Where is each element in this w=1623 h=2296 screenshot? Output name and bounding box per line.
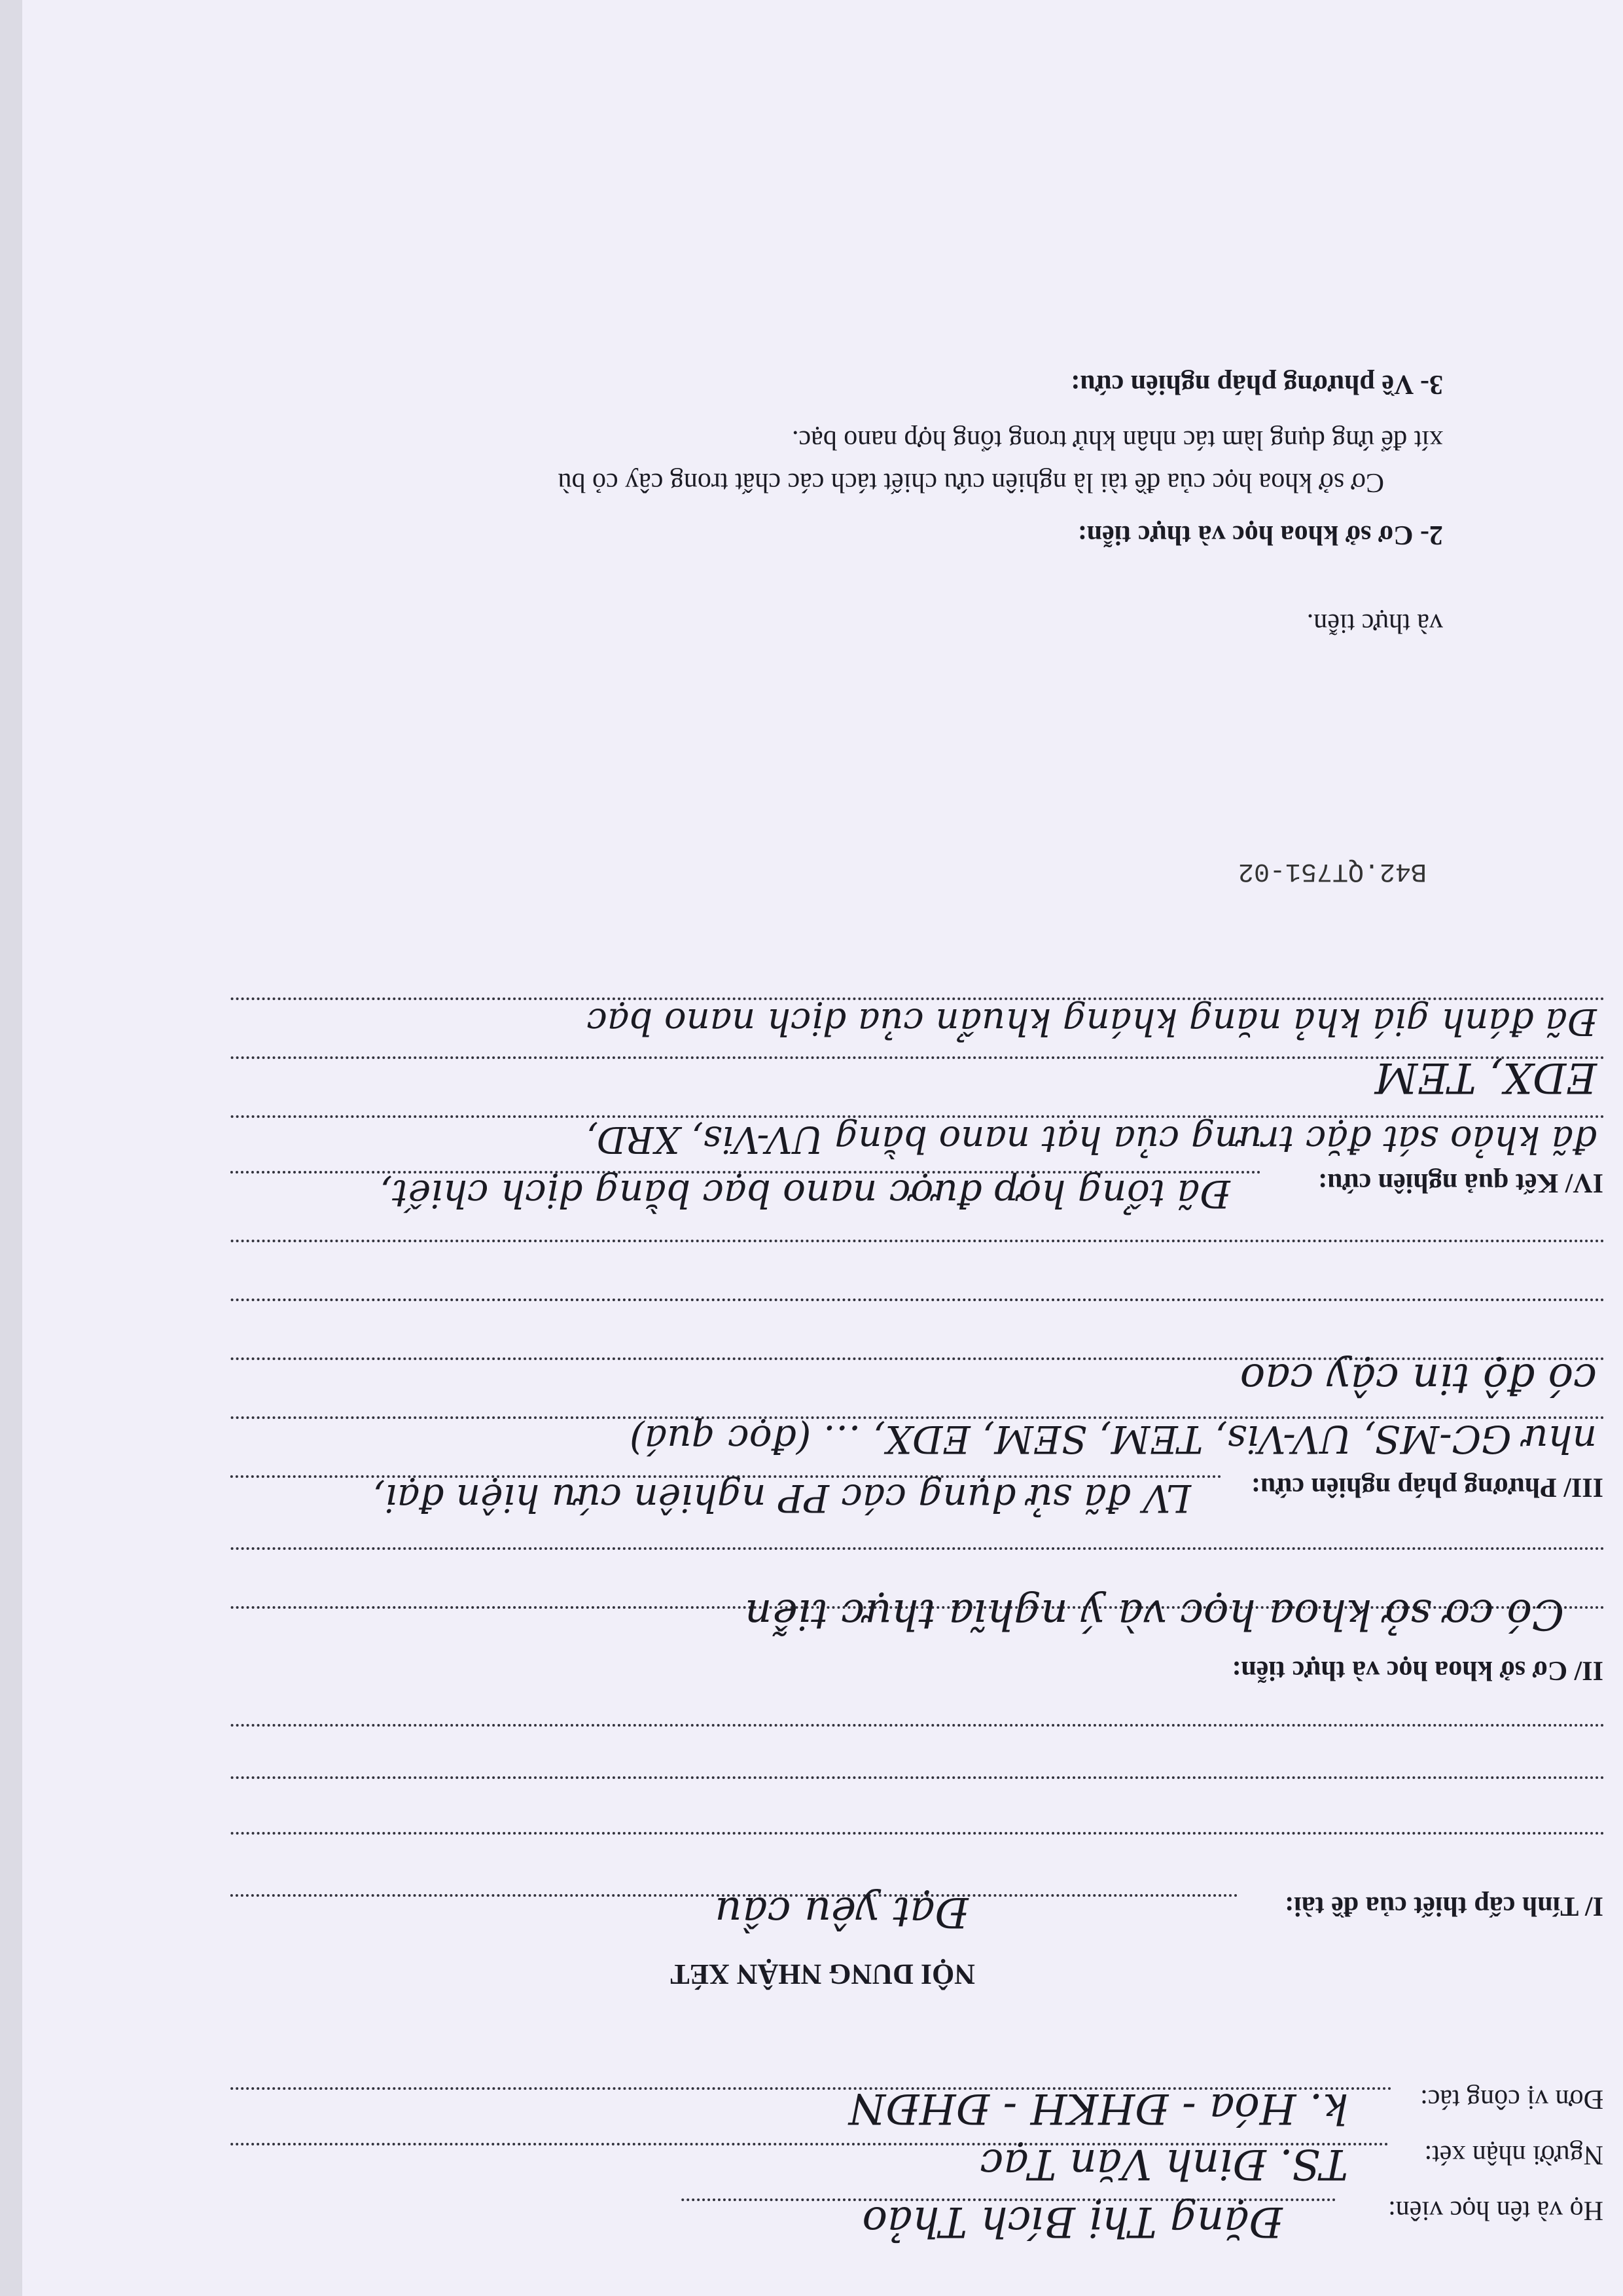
dotted-line [229,1547,1603,1550]
unit-label: Đơn vị công tác: [1420,2084,1603,2114]
unit-handwriting: k. Hóa - ĐHKH - ĐHĐN [849,2084,1348,2132]
document-code: B42.QT751-02 [1238,856,1427,886]
reviewer-label: Người nhận xét: [1424,2140,1603,2170]
student-name-handwriting: Đặng Thị Bích Thảo [862,2197,1283,2246]
section-3-handwriting-2: như GC-MS, UV-Vis, TEM, SEM, EDX, … (đọc quá) [630,1417,1597,1462]
dotted-line [229,1776,1603,1779]
reverse-body-2-line-1: Cơ sở khoa học của đề tài là nghiên cứu chiết tách các chất trong cây cỏ bù [558,467,1384,497]
reverse-body-2-line-2: xít để ứng dụng làm tác nhân khử trong tổng hợp nano bạc. [791,425,1443,455]
reverse-heading-2: 2- Cơ sở khoa học và thực tiễn: [1077,520,1443,550]
section-4-handwriting-4: Đã đánh giá khả năng kháng khuẩn của dịch nano bạc [586,1000,1597,1043]
section-2-handwriting: Có cơ sở khoa học và ý nghĩa thực tiễn [745,1590,1564,1638]
section-4-handwriting-3: EDX, TEM [1374,1053,1597,1102]
section-2-label: II/ Cơ sở khoa học và thực tiễn: [1232,1655,1603,1685]
section-3-label: III/ Phương pháp nghiên cứu: [1251,1472,1603,1502]
dotted-line [229,1299,1603,1301]
reverse-heading-3: 3- Về phương pháp nghiên cứu: [1071,369,1443,399]
dotted-line [229,1832,1603,1835]
section-1-label: I/ Tính cấp thiết của đề tài: [1285,1891,1603,1921]
section-1-handwriting: Đạt yêu cầu [715,1888,969,1936]
reviewer-handwriting: TS. Đinh Văn Tạc [980,2140,1348,2188]
section-4-label: IV/ Kết quả nghiên cứu: [1318,1168,1603,1198]
page-title: NỘI DUNG NHẬN XÉT [670,1958,975,1990]
section-4-handwriting-1: Đã tổng hợp được nano bạc bằng dịch chiết, [380,1172,1230,1216]
section-4-handwriting-2: đã khảo sát đặc trưng của hạt nano bằng UV-Vis, XRD, [586,1118,1597,1160]
section-3-handwriting-1: LV đã sử dụng các PP nghiên cứu hiện đại, [372,1476,1191,1520]
section-3-handwriting-3: có độ tin cậy cao [1240,1354,1597,1403]
dotted-line [229,1240,1603,1242]
dotted-line [229,1724,1603,1727]
reverse-trailing-text: và thực tiễn. [1306,608,1443,638]
student-name-label: Họ và tên học viên: [1388,2195,1603,2225]
